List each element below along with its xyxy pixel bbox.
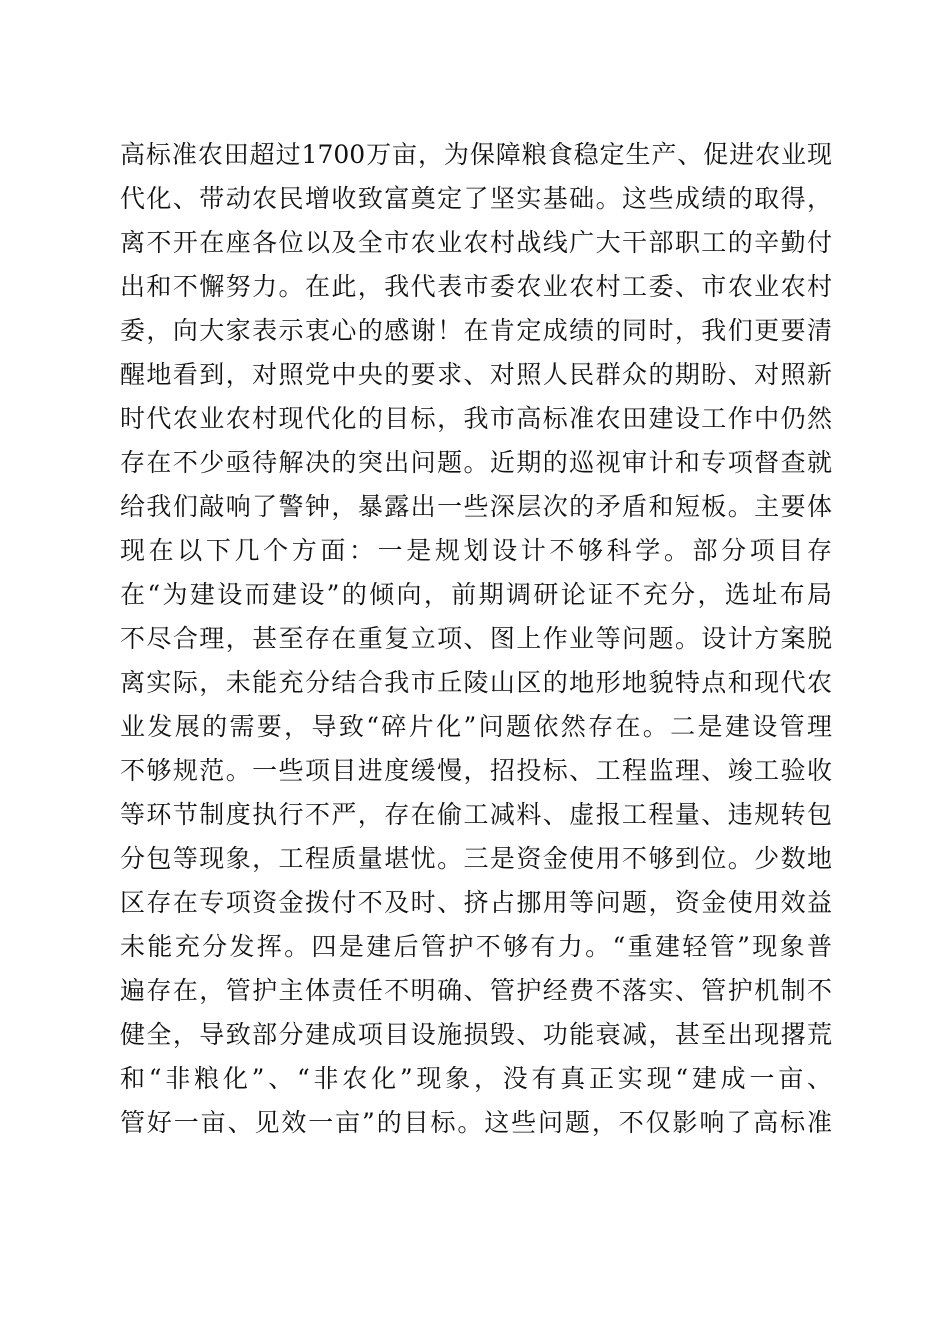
text-line: 存在不少亟待解决的突出问题。近期的巡视审计和专项督查就 [120,448,832,477]
text-line: 代化、带动农民增收致富奠定了坚实基础。这些成绩的取得， [120,184,832,213]
text-line: 区存在专项资金拨付不及时、挤占挪用等问题，资金使用效益 [120,888,832,917]
text-line: 业发展的需要，导致“碎片化”问题依然存在。二是建设管理 [120,712,832,741]
text-line: 给我们敲响了警钟，暴露出一些深层次的矛盾和短板。主要体 [120,492,832,521]
text-line: 遍存在，管护主体责任不明确、管护经费不落实、管护机制不 [120,976,832,1005]
text-line: 醒地看到，对照党中央的要求、对照人民群众的期盼、对照新 [120,360,832,389]
text-line: 委，向大家表示衷心的感谢！在肯定成绩的同时，我们更要清 [120,316,832,345]
text-line: 出和不懈努力。在此，我代表市委农业农村工委、市农业农村 [120,272,832,301]
text-line: 在“为建设而建设”的倾向，前期调研论证不充分，选址布局 [120,580,832,609]
text-line: 等环节制度执行不严，存在偷工减料、虚报工程量、违规转包 [120,800,832,829]
text-line: 离实际，未能充分结合我市丘陵山区的地形地貌特点和现代农 [120,668,832,697]
text-line: 分包等现象，工程质量堪忧。三是资金使用不够到位。少数地 [120,844,832,873]
body-text [120,133,832,1145]
text-line: 现在以下几个方面：一是规划设计不够科学。部分项目存 [120,536,832,565]
text-line: 健全，导致部分建成项目设施损毁、功能衰减，甚至出现撂荒 [120,1020,832,1049]
text-line: 离不开在座各位以及全市农业农村战线广大干部职工的辛勤付 [120,228,832,257]
text-line: 时代农业农村现代化的目标，我市高标准农田建设工作中仍然 [120,404,832,433]
text-line: 不尽合理，甚至存在重复立项、图上作业等问题。设计方案脱 [120,624,832,653]
text-line: 高标准农田超过1700万亩，为保障粮食稳定生产、促进农业现 [120,140,832,169]
text-line: 管好一亩、见效一亩”的目标。这些问题，不仅影响了高标准 [120,1108,832,1137]
text-line: 不够规范。一些项目进度缓慢，招投标、工程监理、竣工验收 [120,756,832,785]
text-line: 未能充分发挥。四是建后管护不够有力。“重建轻管”现象普 [120,932,832,961]
text-line: 和“非粮化”、“非农化”现象，没有真正实现“建成一亩、 [120,1064,832,1093]
